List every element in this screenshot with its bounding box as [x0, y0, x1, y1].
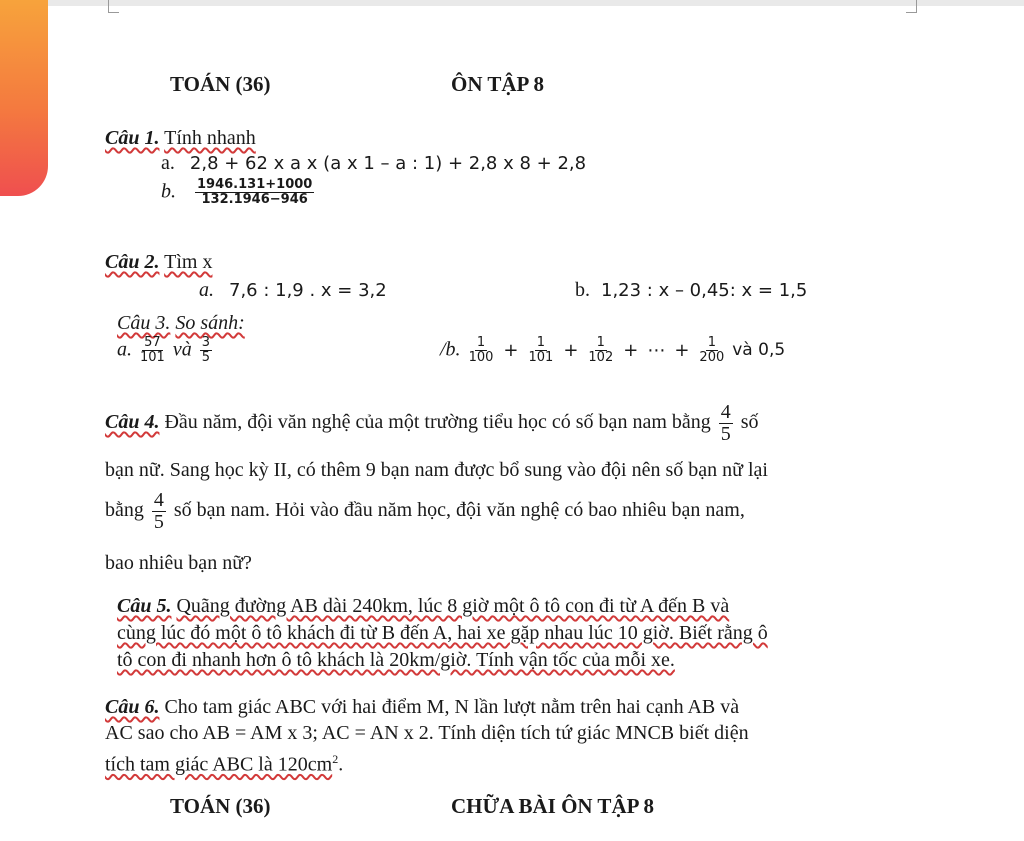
question-6-line-3	[105, 746, 343, 778]
question-text: tích tam giác ABC là 120cm	[105, 753, 333, 776]
fraction-numerator: 3	[201, 335, 210, 350]
margin-corner-mark	[906, 0, 917, 13]
question-title: Tính nhanh	[164, 127, 256, 149]
question-6-line-1	[105, 694, 739, 720]
fraction	[719, 402, 733, 445]
question-4-line-4: bao nhiêu bạn nữ?	[105, 552, 252, 574]
expression: 2,8 + 62 x a x (a x 1 – a : 1) + 2,8 x 8 + 2,8	[189, 153, 587, 174]
fraction	[152, 490, 166, 533]
fraction-denominator: 101	[140, 349, 165, 365]
fraction-numerator: 4	[153, 489, 164, 511]
part-marker: a.	[161, 152, 175, 174]
part-marker: a.	[117, 338, 132, 361]
fraction-numerator: 4	[720, 401, 731, 423]
question-2-part-b	[575, 279, 807, 302]
fraction	[528, 336, 553, 364]
question-text: bằng	[105, 499, 144, 522]
question-text: số bạn nam. Hỏi vào đầu năm học, đội văn nghệ có bao nhiêu bạn nam,	[173, 499, 745, 522]
fraction-numerator: 1	[596, 335, 605, 350]
question-1-part-b	[161, 178, 317, 206]
question-title: Tìm x	[164, 251, 213, 273]
fraction	[469, 336, 494, 364]
fraction-numerator: 1946.131+1000	[197, 177, 313, 192]
fraction-denominator: 5	[201, 349, 210, 365]
question-label: Câu 2.	[105, 251, 160, 273]
sentence-end: .	[338, 753, 344, 776]
expression: 7,6 : 1,9 . x = 3,2	[229, 280, 387, 301]
plus-sign: +	[563, 339, 579, 361]
question-text: Cho tam giác ABC với hai điểm M, N lần lượt nằm trên hai cạnh AB và	[164, 696, 740, 718]
question-label: Câu 4.	[105, 411, 160, 434]
fraction-denominator: 132.1946−946	[201, 191, 308, 207]
conjunction: và	[172, 338, 192, 361]
question-4-line-3	[105, 490, 745, 533]
fraction	[195, 178, 314, 206]
question-3-part-a	[117, 336, 215, 364]
part-marker: b.	[161, 180, 176, 203]
fraction	[140, 336, 165, 364]
question-6-line-2: AC sao cho AB = AM x 3; AC = AN x 2. Tính diện tích tứ giác MNCB biết diện	[105, 722, 749, 744]
question-4-line-1	[105, 402, 759, 445]
lesson-title: ÔN TẬP 8	[451, 72, 544, 96]
plus-sign: +	[503, 339, 519, 361]
fraction-denominator: 102	[588, 349, 614, 365]
fraction-denominator: 5	[153, 511, 164, 533]
page-top-edge	[0, 0, 1024, 6]
fraction	[699, 336, 724, 364]
comparison-value: và 0,5	[732, 340, 786, 361]
question-text: Đầu năm, đội văn nghệ của một trường tiểu học có số bạn nam bằng	[164, 411, 711, 434]
fraction	[200, 336, 212, 364]
fraction-denominator: 101	[528, 349, 554, 365]
question-3-part-b	[440, 336, 785, 364]
fraction-numerator: 1	[707, 335, 716, 350]
ellipsis: ⋯	[647, 339, 666, 361]
question-label: Câu 5.	[117, 595, 172, 617]
question-label: Câu 6.	[105, 696, 160, 718]
plus-sign: +	[623, 339, 639, 361]
question-2-heading	[105, 251, 212, 274]
question-4-line-2: bạn nữ. Sang học kỳ II, có thêm 9 bạn nam được bổ sung vào đội nên số bạn nữ lại	[105, 459, 768, 481]
subject-heading: TOÁN (36)	[170, 72, 271, 96]
part-marker: a.	[199, 279, 214, 301]
question-text: số	[740, 411, 759, 434]
question-title: So sánh:	[175, 312, 245, 334]
fraction-denominator: 200	[699, 349, 725, 365]
question-text: Quãng đường AB dài 240km, lúc 8 giờ một ô tô con đi từ A đến B và	[176, 595, 730, 617]
margin-corner-mark	[108, 0, 119, 13]
question-5-line-3: tô con đi nhanh hơn ô tô khách là 20km/giờ. Tính vận tốc của mỗi xe.	[117, 649, 675, 671]
question-label: Câu 1.	[105, 127, 160, 149]
part-marker: b.	[575, 279, 590, 301]
fraction-denominator: 5	[720, 423, 731, 445]
question-1-part-a	[161, 152, 586, 175]
fraction-numerator: 1	[476, 335, 486, 350]
lesson-title: CHỮA BÀI ÔN TẬP 8	[451, 794, 655, 818]
question-5-line-2: cùng lúc đó một ô tô khách đi từ B đến A, hai xe gặp nhau lúc 10 giờ. Biết rằng ô	[117, 622, 768, 644]
plus-sign: +	[674, 339, 690, 361]
fraction-numerator: 1	[536, 335, 546, 350]
question-3-heading	[117, 312, 245, 335]
question-2-part-a	[199, 279, 387, 302]
question-label: Câu 3.	[117, 312, 171, 334]
part-marker: /b.	[440, 338, 461, 361]
fraction-denominator: 100	[468, 349, 494, 365]
expression: 1,23 : x – 0,45: x = 1,5	[601, 280, 808, 301]
subject-heading: TOÁN (36)	[170, 794, 271, 818]
fraction-numerator: 57	[144, 335, 161, 350]
question-5-line-1	[117, 593, 729, 619]
superscript: 2	[332, 752, 339, 766]
question-1-heading	[105, 127, 256, 150]
side-tab-decoration	[0, 0, 48, 196]
fraction	[588, 336, 613, 364]
